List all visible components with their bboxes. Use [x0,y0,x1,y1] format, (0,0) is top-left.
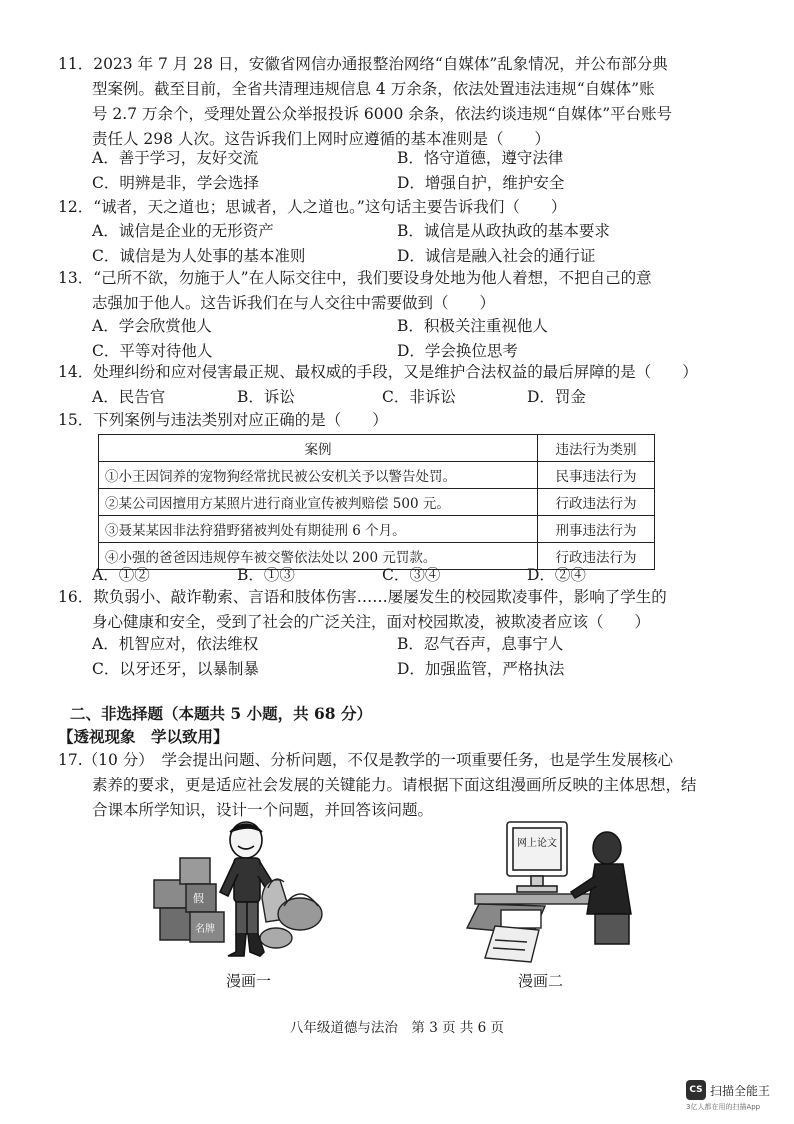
question-15 [58,408,704,433]
table-cell-category: 行政违法行为 [538,489,655,516]
table-cell-case: ①小王因饲养的宠物狗经常扰民被公安机关予以警告处罚。 [99,462,538,489]
option-d: D．诚信是融入社会的通行证 [397,247,596,265]
question-text-line: 11．2023 年 7 月 28 日，安徽省网信办通报整治网络“自媒体”乱象情况，并公布部分典 [58,55,668,73]
box-label: 名牌 [195,924,215,935]
question-text-line: 合课本所学知识，设计一个问题，并回答该问题。 [92,801,434,819]
option-b: B．诉讼 [237,388,295,406]
printer-desk [467,894,599,962]
option-c: C．以牙还牙，以暴制暴 [92,660,259,678]
question-text-line: 素养的要求，更是适应社会发展的关键能力。请根据下面这组漫画所反映的主体思想，结 [92,776,697,794]
question-text-line: 16．欺负弱小、敲诈勒索、言语和肢体伤害……屡屡发生的校园欺凌事件，影响了学生的 [58,588,667,606]
table-cell-category: 行政违法行为 [538,543,655,570]
screen-text: 网上论文 [517,838,557,849]
option-a: A．诚信是企业的无形资产 [92,222,274,240]
handbags [260,879,322,948]
table-header-category: 违法行为类别 [538,435,655,462]
table-header-row [99,435,655,462]
typing-figure [571,832,631,944]
question-14 [58,360,704,385]
table-cell-case: ②某公司因擅用方某照片进行商业宣传被判赔偿 500 元。 [99,489,538,516]
option-b: B．积极关注重视他人 [397,317,548,335]
question-text-line: 号 2.7 万余个，受理处置公众举报投诉 6000 余条，依法约谈违规“自媒体”平台账号 [92,105,673,123]
comic-1-caption: 漫画一 [226,972,272,990]
question-text-line: 12．“诚者，天之道也；思诚者，人之道也。”这句话主要告诉我们（ ） [58,198,567,216]
box-label: 假 [193,892,204,905]
option-b: B．①③ [237,566,295,584]
section-subtitle: 【透视现象 学以致用】 [58,727,229,746]
question-text-line: 志强加于他人。这告诉我们在与人交往中需要做到（ ） [92,294,496,312]
question-text-line: 14．处理纠纷和应对侵害最正规、最权威的手段，又是维护合法权益的最后屏障的是（ ） [58,363,698,381]
scanner-logo [686,1080,770,1100]
question-12 [58,195,704,220]
question-13-options [92,314,702,364]
option-c: C．③④ [382,566,441,584]
stacked-box [180,858,210,884]
question-11-options [92,146,702,196]
scanner-tagline: 3亿人都在用的扫描App [686,1103,761,1111]
question-14-options [92,385,702,410]
computer-monitor [507,822,567,892]
option-d: D．②④ [527,566,586,584]
comic-2-caption: 漫画二 [518,972,564,990]
question-16 [58,585,704,635]
option-a: A．机智应对，依法维权 [92,635,259,653]
question-text-line: 型案例。截至目前，全省共清理违规信息 4 万余条，依法处置违法违规“自媒体”账 [92,80,655,98]
option-b: B．恪守道德，遵守法律 [397,149,564,167]
option-d: D．罚金 [527,388,586,406]
option-c: C．平等对待他人 [92,342,213,360]
table-cell-case: ③聂某某因非法狩猎野猪被判处有期徒刑 6 个月。 [99,516,538,543]
option-d: D．增强自护，维护安全 [397,174,565,192]
comic-1-illustration [150,818,350,968]
question-text-line: 身心健康和安全，受到了社会的广泛关注，面对校园欺凌，被欺凌者应该（ ） [92,613,651,631]
option-d: D．学会换位思考 [397,342,518,360]
table-row [99,489,655,516]
question-text-line: 15．下列案例与违法类别对应正确的是（ ） [58,411,388,429]
question-text-line: 13．“己所不欲，勿施于人”在人际交往中，我们要设身处地为他人着想，不把自己的意 [58,269,652,287]
option-b: B．诚信是从政执政的基本要求 [397,222,610,240]
comic-2-illustration [455,818,645,968]
table-cell-case: ④小强的爸爸因违规停车被交警依法处以 200 元罚款。 [99,543,538,570]
question-text-line: 责任人 298 人次。这告诉我们上网时应遵循的基本准则是（ ） [92,130,550,148]
option-a: A．学会欣赏他人 [92,317,212,335]
table-row [99,516,655,543]
option-b: B．忍气吞声，息事宁人 [397,635,564,653]
option-c: C．非诉讼 [382,388,456,406]
option-a: A．①② [92,566,150,584]
question-16-options [92,632,702,682]
question-11 [58,52,704,152]
table-header-case: 案例 [99,435,538,462]
option-d: D．加强监管，严格执法 [397,660,565,678]
case-table [98,434,655,570]
cs-logo-icon: CS [686,1080,706,1100]
option-c: C．明辨是非，学会选择 [92,174,259,192]
question-text-line: 17.（10 分） 学会提出问题、分析问题，不仅是教学的一项重要任务，也是学生发展核心 [58,751,674,769]
option-a: A．民告官 [92,388,166,406]
question-12-options [92,219,702,269]
question-13 [58,266,704,316]
page-footer: 八年级道德与法治 第 3 页 共 6 页 [289,1020,505,1036]
scanner-name: 扫描全能王 [710,1083,771,1098]
option-a: A．善于学习，友好交流 [92,149,259,167]
table-row [99,462,655,489]
question-17 [58,748,704,823]
table-cell-category: 刑事违法行为 [538,516,655,543]
section-title: 二、非选择题（本题共 5 小题，共 68 分） [70,704,372,723]
table-cell-category: 民事违法行为 [538,462,655,489]
option-c: C．诚信是为人处事的基本准则 [92,247,306,265]
